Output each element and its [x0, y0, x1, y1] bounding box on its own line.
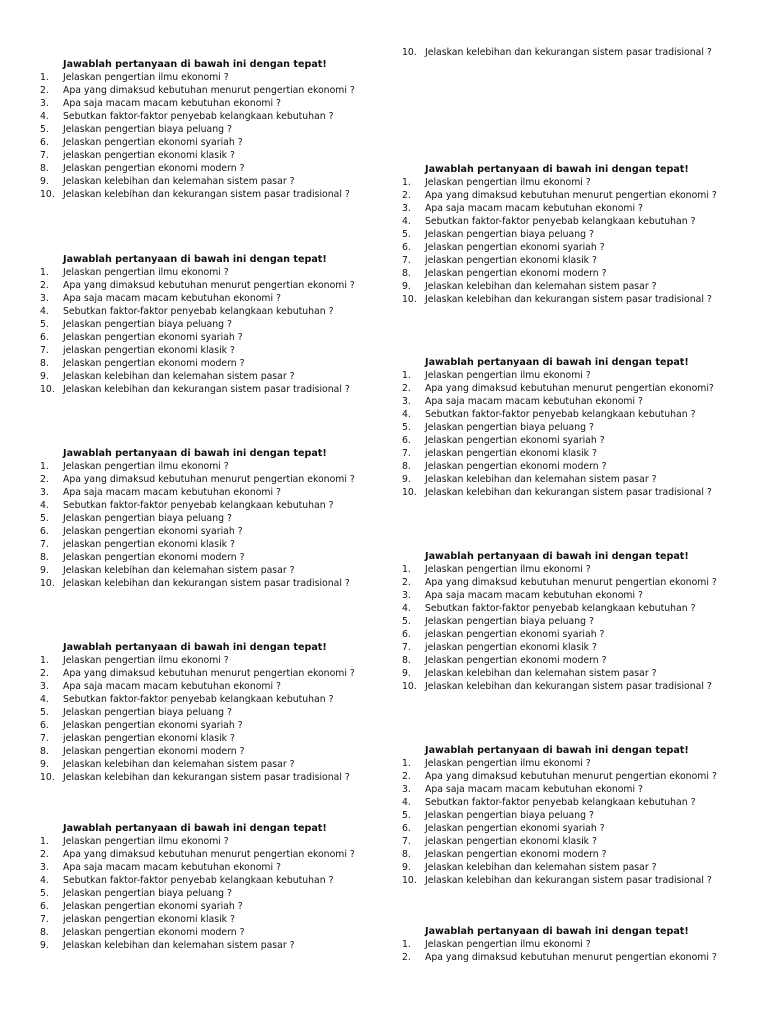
- question-number: 3.: [40, 98, 49, 109]
- question-text: Jelaskan pengertian ekonomi syariah ?: [425, 435, 605, 446]
- question-text: jelaskan pengertian ekonomi klasik ?: [425, 836, 597, 847]
- question-number: 10.: [402, 294, 417, 305]
- question-text: Jelaskan pengertian ilmu ekonomi ?: [63, 267, 229, 278]
- question-number: 5.: [40, 513, 49, 524]
- question-item: [402, 861, 742, 874]
- question-text: Apa yang dimaksud kebutuhan menurut pengertian ekonomi ?: [63, 849, 355, 860]
- question-number: 4.: [402, 603, 411, 614]
- question-text: Jelaskan pengertian ekonomi syariah ?: [63, 901, 243, 912]
- question-block: [402, 163, 742, 306]
- question-number: 10.: [40, 772, 55, 783]
- question-item: [40, 318, 380, 331]
- question-number: 5.: [402, 616, 411, 627]
- block-title: Jawablah pertanyaan di bawah ini dengan tepat!: [425, 551, 689, 562]
- question-text: Apa yang dimaksud kebutuhan menurut pengertian ekonomi ?: [63, 668, 355, 679]
- question-number: 10.: [40, 189, 55, 200]
- question-item: [402, 667, 742, 680]
- question-text: jelaskan pengertian ekonomi klasik ?: [425, 642, 597, 653]
- question-number: 5.: [40, 319, 49, 330]
- question-block: [402, 744, 742, 887]
- question-item: [40, 551, 380, 564]
- question-item: [40, 861, 380, 874]
- question-text: Jelaskan pengertian ekonomi modern ?: [63, 358, 245, 369]
- question-number: 3.: [40, 681, 49, 692]
- block-title: Jawablah pertanyaan di bawah ini dengan tepat!: [425, 357, 689, 368]
- question-item: [40, 525, 380, 538]
- question-text: Jelaskan pengertian ilmu ekonomi ?: [63, 655, 229, 666]
- question-number: 8.: [402, 268, 411, 279]
- question-item: [40, 110, 380, 123]
- question-item: [40, 149, 380, 162]
- block-title: Jawablah pertanyaan di bawah ini dengan tepat!: [63, 642, 327, 653]
- question-text: Jelaskan pengertian biaya peluang ?: [63, 707, 232, 718]
- question-item: [402, 176, 742, 189]
- question-number: 6.: [40, 901, 49, 912]
- question-number: 10.: [402, 875, 417, 886]
- question-text: Jelaskan pengertian ilmu ekonomi ?: [63, 461, 229, 472]
- question-item: [40, 900, 380, 913]
- question-text: Jelaskan kelebihan dan kekurangan sistem pasar tradisional ?: [425, 875, 712, 886]
- question-text: Apa yang dimaksud kebutuhan menurut pengertian ekonomi ?: [63, 280, 355, 291]
- question-item: [40, 84, 380, 97]
- question-text: Jelaskan pengertian ekonomi modern ?: [425, 461, 607, 472]
- question-number: 3.: [402, 396, 411, 407]
- block-title: Jawablah pertanyaan di bawah ini dengan tepat!: [425, 164, 689, 175]
- question-number: 4.: [40, 875, 49, 886]
- question-number: 8.: [40, 552, 49, 563]
- question-number: 9.: [402, 281, 411, 292]
- question-item: [40, 162, 380, 175]
- question-number: 2.: [40, 85, 49, 96]
- question-number: 3.: [402, 784, 411, 795]
- question-block: [40, 641, 380, 784]
- question-number: 5.: [40, 707, 49, 718]
- question-item: [40, 123, 380, 136]
- question-number: 2.: [402, 952, 411, 963]
- question-number: 6.: [402, 435, 411, 446]
- question-item: [40, 460, 380, 473]
- question-text: Sebutkan faktor-faktor penyebab kelangkaan kebutuhan ?: [63, 875, 334, 886]
- question-text: Apa saja macam macam kebutuhan ekonomi ?: [63, 98, 281, 109]
- question-text: Apa yang dimaksud kebutuhan menurut pengertian ekonomi ?: [425, 577, 717, 588]
- question-item: [402, 576, 742, 589]
- question-item: [40, 486, 380, 499]
- question-text: jelaskan pengertian ekonomi klasik ?: [63, 539, 235, 550]
- question-item: [40, 473, 380, 486]
- question-number: 9.: [40, 371, 49, 382]
- question-text: jelaskan pengertian ekonomi syariah ?: [425, 629, 605, 640]
- question-number: 7.: [40, 150, 49, 161]
- question-text: Apa yang dimaksud kebutuhan menurut pengertian ekonomi ?: [63, 474, 355, 485]
- question-item: [40, 71, 380, 84]
- question-number: 1.: [402, 564, 411, 575]
- question-item: [402, 654, 742, 667]
- question-number: 1.: [40, 461, 49, 472]
- question-number: 7.: [402, 448, 411, 459]
- question-number: 2.: [40, 668, 49, 679]
- question-text: Jelaskan pengertian biaya peluang ?: [425, 616, 594, 627]
- question-number: 5.: [402, 229, 411, 240]
- question-text: Jelaskan pengertian biaya peluang ?: [425, 229, 594, 240]
- question-number: 6.: [402, 823, 411, 834]
- question-number: 1.: [40, 655, 49, 666]
- question-item: [40, 383, 380, 396]
- question-number: 1.: [40, 267, 49, 278]
- question-item: [402, 874, 742, 887]
- question-number: 6.: [40, 332, 49, 343]
- question-item: [402, 228, 742, 241]
- question-number: 8.: [402, 655, 411, 666]
- question-item: [40, 926, 380, 939]
- question-item: [40, 577, 380, 590]
- question-number: 5.: [40, 888, 49, 899]
- question-block: [402, 925, 742, 964]
- question-text: Jelaskan pengertian biaya peluang ?: [63, 888, 232, 899]
- question-text: Jelaskan kelebihan dan kekurangan sistem pasar tradisional ?: [425, 294, 712, 305]
- question-item: [40, 512, 380, 525]
- question-text: Jelaskan pengertian ilmu ekonomi ?: [425, 370, 591, 381]
- question-text: Sebutkan faktor-faktor penyebab kelangkaan kebutuhan ?: [63, 306, 334, 317]
- question-number: 7.: [40, 733, 49, 744]
- block-title: Jawablah pertanyaan di bawah ini dengan tepat!: [425, 926, 689, 937]
- question-number: 2.: [402, 383, 411, 394]
- question-text: Jelaskan pengertian ekonomi syariah ?: [63, 332, 243, 343]
- question-number: 2.: [40, 849, 49, 860]
- question-item: [402, 848, 742, 861]
- question-number: 1.: [40, 72, 49, 83]
- question-item: [402, 628, 742, 641]
- question-text: Jelaskan pengertian ilmu ekonomi ?: [425, 939, 591, 950]
- question-number: 5.: [402, 810, 411, 821]
- question-item: [40, 745, 380, 758]
- question-number: 2.: [40, 474, 49, 485]
- question-number: 9.: [40, 940, 49, 951]
- question-item: [40, 357, 380, 370]
- question-item: [40, 305, 380, 318]
- question-number: 4.: [402, 216, 411, 227]
- question-text: Jelaskan pengertian ilmu ekonomi ?: [425, 758, 591, 769]
- question-number: 7.: [40, 539, 49, 550]
- block-title: Jawablah pertanyaan di bawah ini dengan tepat!: [63, 59, 327, 70]
- question-text: Jelaskan kelebihan dan kekurangan sistem pasar tradisional ?: [63, 189, 350, 200]
- question-item: [40, 939, 380, 952]
- question-text: Jelaskan pengertian ekonomi modern ?: [63, 746, 245, 757]
- question-text: Jelaskan pengertian ekonomi modern ?: [63, 927, 245, 938]
- question-item: [402, 382, 742, 395]
- question-block: [40, 822, 380, 952]
- question-text: Jelaskan kelebihan dan kekurangan sistem pasar tradisional ?: [63, 578, 350, 589]
- question-text: jelaskan pengertian ekonomi klasik ?: [425, 448, 597, 459]
- question-item: [40, 279, 380, 292]
- question-item: [402, 615, 742, 628]
- question-item: [40, 680, 380, 693]
- question-item: [40, 175, 380, 188]
- question-item: [40, 499, 380, 512]
- question-item: [402, 473, 742, 486]
- question-number: 6.: [402, 242, 411, 253]
- question-number: 4.: [40, 500, 49, 511]
- question-number: 6.: [40, 720, 49, 731]
- question-text: Jelaskan pengertian biaya peluang ?: [63, 124, 232, 135]
- question-number: 4.: [40, 694, 49, 705]
- question-item: [40, 874, 380, 887]
- question-item: [402, 241, 742, 254]
- question-text: Jelaskan pengertian ekonomi syariah ?: [63, 526, 243, 537]
- question-text: Apa yang dimaksud kebutuhan menurut pengertian ekonomi ?: [425, 190, 717, 201]
- question-item: [40, 835, 380, 848]
- question-item: [40, 136, 380, 149]
- question-number: 9.: [402, 668, 411, 679]
- question-number: 6.: [402, 629, 411, 640]
- question-text: Sebutkan faktor-faktor penyebab kelangkaan kebutuhan ?: [425, 797, 696, 808]
- question-number: 9.: [40, 176, 49, 187]
- question-number: 3.: [40, 487, 49, 498]
- question-item: [402, 408, 742, 421]
- question-text: Jelaskan pengertian ekonomi syariah ?: [425, 242, 605, 253]
- question-item: [402, 254, 742, 267]
- question-text: jelaskan pengertian ekonomi klasik ?: [425, 255, 597, 266]
- question-number: 6.: [40, 526, 49, 537]
- question-number: 9.: [402, 474, 411, 485]
- question-item: [40, 564, 380, 577]
- question-text: Jelaskan kelebihan dan kelemahan sistem pasar ?: [63, 940, 295, 951]
- question-number: 7.: [40, 345, 49, 356]
- question-text: Jelaskan kelebihan dan kelemahan sistem pasar ?: [63, 371, 295, 382]
- question-item: [40, 97, 380, 110]
- question-text: Apa saja macam macam kebutuhan ekonomi ?: [425, 396, 643, 407]
- block-title: Jawablah pertanyaan di bawah ini dengan tepat!: [63, 823, 327, 834]
- question-text: Apa saja macam macam kebutuhan ekonomi ?: [425, 784, 643, 795]
- question-number: 2.: [402, 771, 411, 782]
- question-number: 10.: [402, 47, 417, 58]
- question-number: 8.: [402, 461, 411, 472]
- question-text: Jelaskan kelebihan dan kelemahan sistem pasar ?: [425, 668, 657, 679]
- question-text: Jelaskan kelebihan dan kekurangan sistem pasar tradisional ?: [63, 772, 350, 783]
- question-text: Jelaskan kelebihan dan kekurangan sistem pasar tradisional ?: [63, 384, 350, 395]
- question-item: [402, 796, 742, 809]
- question-item: [402, 447, 742, 460]
- question-item: [40, 344, 380, 357]
- question-text: Jelaskan pengertian biaya peluang ?: [425, 422, 594, 433]
- question-number: 1.: [402, 939, 411, 950]
- question-item: [402, 563, 742, 576]
- question-number: 9.: [40, 565, 49, 576]
- question-text: Apa saja macam macam kebutuhan ekonomi ?: [425, 203, 643, 214]
- question-item: [40, 292, 380, 305]
- question-block: [40, 58, 380, 201]
- question-item: [40, 719, 380, 732]
- question-item: [402, 822, 742, 835]
- question-item: [402, 202, 742, 215]
- question-text: Sebutkan faktor-faktor penyebab kelangkaan kebutuhan ?: [63, 500, 334, 511]
- question-item: [402, 809, 742, 822]
- question-text: jelaskan pengertian ekonomi klasik ?: [63, 345, 235, 356]
- question-item: [40, 913, 380, 926]
- question-item: [402, 680, 742, 693]
- question-item: [402, 589, 742, 602]
- question-block: [40, 253, 380, 396]
- question-number: 4.: [40, 111, 49, 122]
- question-item: [402, 770, 742, 783]
- question-item: [402, 757, 742, 770]
- question-item: [40, 654, 380, 667]
- question-item: [40, 667, 380, 680]
- question-number: 7.: [40, 914, 49, 925]
- question-number: 2.: [40, 280, 49, 291]
- question-number: 8.: [40, 927, 49, 938]
- question-text: Apa yang dimaksud kebutuhan menurut pengertian ekonomi ?: [425, 952, 717, 963]
- question-item: [402, 602, 742, 615]
- question-number: 1.: [402, 370, 411, 381]
- question-number: 4.: [40, 306, 49, 317]
- question-number: 9.: [402, 862, 411, 873]
- question-text: Jelaskan pengertian ekonomi modern ?: [63, 163, 245, 174]
- question-number: 8.: [40, 746, 49, 757]
- question-number: 2.: [402, 190, 411, 201]
- question-text: Apa yang dimaksud kebutuhan menurut pengertian ekonomi ?: [63, 85, 355, 96]
- question-text: Jelaskan pengertian ilmu ekonomi ?: [63, 836, 229, 847]
- question-text: Jelaskan pengertian ekonomi modern ?: [425, 849, 607, 860]
- question-text: Jelaskan kelebihan dan kelemahan sistem pasar ?: [425, 281, 657, 292]
- question-block: [402, 550, 742, 693]
- question-text: Jelaskan kelebihan dan kekurangan sistem pasar tradisional ?: [425, 47, 712, 58]
- question-text: jelaskan pengertian ekonomi klasik ?: [63, 914, 235, 925]
- question-number: 9.: [40, 759, 49, 770]
- question-item: [402, 369, 742, 382]
- question-text: Sebutkan faktor-faktor penyebab kelangkaan kebutuhan ?: [425, 216, 696, 227]
- question-text: Jelaskan kelebihan dan kelemahan sistem pasar ?: [63, 176, 295, 187]
- question-number: 1.: [40, 836, 49, 847]
- question-item: [402, 951, 742, 964]
- question-text: Jelaskan pengertian ilmu ekonomi ?: [425, 177, 591, 188]
- question-block: [40, 447, 380, 590]
- question-number: 10.: [402, 487, 417, 498]
- question-number: 1.: [402, 177, 411, 188]
- question-text: Jelaskan pengertian ekonomi syariah ?: [425, 823, 605, 834]
- question-text: Jelaskan pengertian ekonomi modern ?: [425, 268, 607, 279]
- question-item: [402, 835, 742, 848]
- question-item: [402, 938, 742, 951]
- question-number: 4.: [402, 797, 411, 808]
- question-text: Sebutkan faktor-faktor penyebab kelangkaan kebutuhan ?: [63, 111, 334, 122]
- question-item: [402, 215, 742, 228]
- question-text: Sebutkan faktor-faktor penyebab kelangkaan kebutuhan ?: [63, 694, 334, 705]
- question-number: 3.: [402, 590, 411, 601]
- question-item: [402, 486, 742, 499]
- block-title: Jawablah pertanyaan di bawah ini dengan tepat!: [63, 254, 327, 265]
- question-text: Jelaskan pengertian biaya peluang ?: [63, 319, 232, 330]
- question-number: 7.: [402, 642, 411, 653]
- question-number: 5.: [402, 422, 411, 433]
- question-number: 10.: [40, 384, 55, 395]
- question-item: [40, 331, 380, 344]
- question-text: Jelaskan kelebihan dan kelemahan sistem pasar ?: [425, 862, 657, 873]
- question-number: 8.: [402, 849, 411, 860]
- question-number: 10.: [40, 578, 55, 589]
- question-block: [402, 356, 742, 499]
- question-item: [402, 293, 742, 306]
- question-number: 6.: [40, 137, 49, 148]
- question-number: 3.: [40, 862, 49, 873]
- question-text: Jelaskan pengertian ekonomi modern ?: [425, 655, 607, 666]
- question-item: [40, 266, 380, 279]
- question-item: [402, 434, 742, 447]
- question-item: [40, 538, 380, 551]
- block-title: Jawablah pertanyaan di bawah ini dengan tepat!: [63, 448, 327, 459]
- question-item: [402, 460, 742, 473]
- question-text: Apa saja macam macam kebutuhan ekonomi ?: [63, 293, 281, 304]
- question-text: Jelaskan pengertian ekonomi syariah ?: [63, 137, 243, 148]
- question-text: Apa saja macam macam kebutuhan ekonomi ?: [63, 487, 281, 498]
- question-item: [402, 421, 742, 434]
- question-text: Jelaskan kelebihan dan kelemahan sistem pasar ?: [425, 474, 657, 485]
- question-text: jelaskan pengertian ekonomi klasik ?: [63, 150, 235, 161]
- question-text: Jelaskan pengertian ilmu ekonomi ?: [425, 564, 591, 575]
- question-text: Jelaskan pengertian biaya peluang ?: [425, 810, 594, 821]
- question-text: Jelaskan pengertian ekonomi modern ?: [63, 552, 245, 563]
- question-text: Jelaskan kelebihan dan kekurangan sistem pasar tradisional ?: [425, 681, 712, 692]
- question-number: 8.: [40, 163, 49, 174]
- block-title: Jawablah pertanyaan di bawah ini dengan tepat!: [425, 745, 689, 756]
- question-item: [402, 46, 742, 59]
- question-text: Apa saja macam macam kebutuhan ekonomi ?: [63, 862, 281, 873]
- question-number: 8.: [40, 358, 49, 369]
- question-item: [402, 267, 742, 280]
- question-text: Jelaskan pengertian biaya peluang ?: [63, 513, 232, 524]
- question-item: [40, 188, 380, 201]
- question-item: [402, 280, 742, 293]
- question-item: [40, 887, 380, 900]
- question-item: [402, 783, 742, 796]
- question-item: [40, 693, 380, 706]
- question-number: 7.: [402, 836, 411, 847]
- question-text: jelaskan pengertian ekonomi klasik ?: [63, 733, 235, 744]
- question-text: Sebutkan faktor-faktor penyebab kelangkaan kebutuhan ?: [425, 409, 696, 420]
- question-text: Jelaskan kelebihan dan kekurangan sistem pasar tradisional ?: [425, 487, 712, 498]
- question-number: 3.: [40, 293, 49, 304]
- question-item: [402, 189, 742, 202]
- question-block: [402, 46, 742, 59]
- question-number: 2.: [402, 577, 411, 588]
- question-number: 10.: [402, 681, 417, 692]
- question-item: [40, 370, 380, 383]
- question-number: 1.: [402, 758, 411, 769]
- question-text: Apa yang dimaksud kebutuhan menurut pengertian ekonomi?: [425, 383, 714, 394]
- question-item: [402, 641, 742, 654]
- question-number: 3.: [402, 203, 411, 214]
- question-item: [40, 771, 380, 784]
- question-text: Apa yang dimaksud kebutuhan menurut pengertian ekonomi ?: [425, 771, 717, 782]
- question-number: 5.: [40, 124, 49, 135]
- question-item: [40, 848, 380, 861]
- question-number: 7.: [402, 255, 411, 266]
- question-text: Jelaskan pengertian ekonomi syariah ?: [63, 720, 243, 731]
- question-item: [402, 395, 742, 408]
- question-item: [40, 732, 380, 745]
- question-item: [40, 758, 380, 771]
- question-text: Sebutkan faktor-faktor penyebab kelangkaan kebutuhan ?: [425, 603, 696, 614]
- question-text: Jelaskan pengertian ilmu ekonomi ?: [63, 72, 229, 83]
- question-text: Jelaskan kelebihan dan kelemahan sistem pasar ?: [63, 565, 295, 576]
- question-number: 4.: [402, 409, 411, 420]
- question-item: [40, 706, 380, 719]
- question-text: Jelaskan kelebihan dan kelemahan sistem pasar ?: [63, 759, 295, 770]
- question-text: Apa saja macam macam kebutuhan ekonomi ?: [425, 590, 643, 601]
- question-text: Apa saja macam macam kebutuhan ekonomi ?: [63, 681, 281, 692]
